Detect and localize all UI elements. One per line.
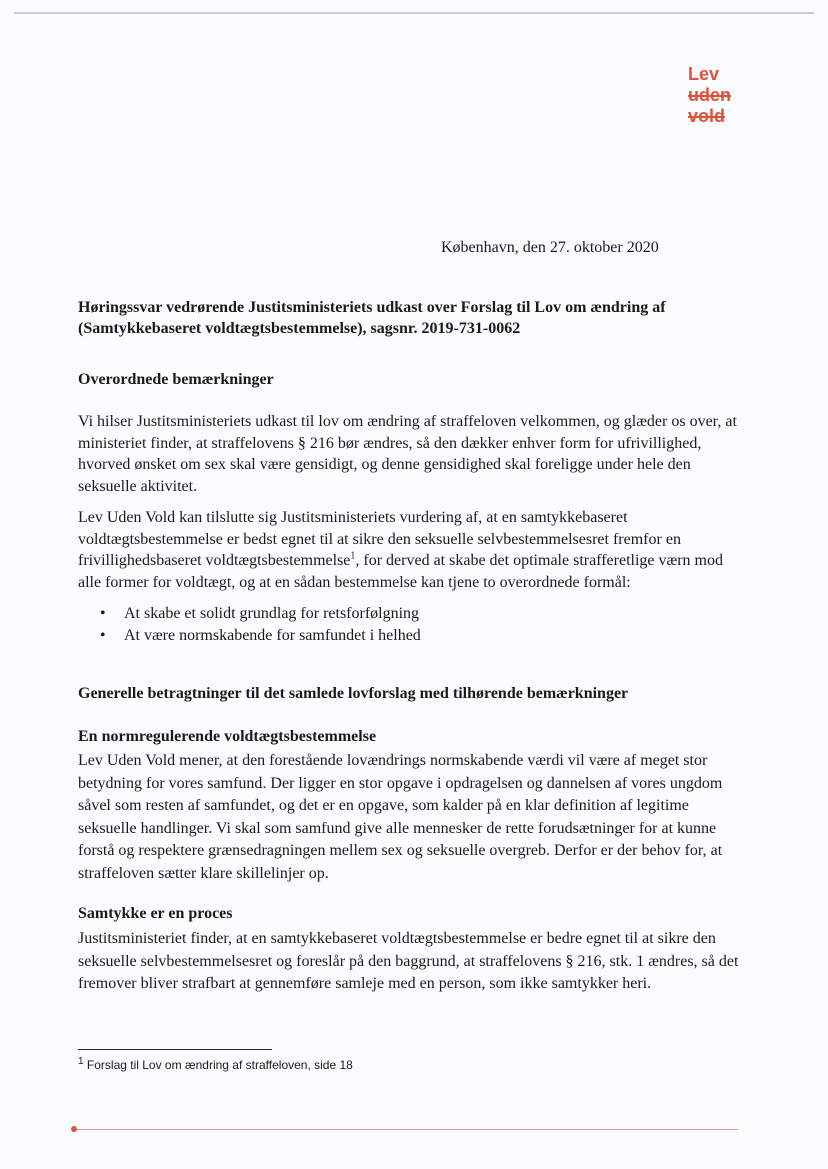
footnote-separator — [78, 1049, 272, 1050]
paragraph-samtykke: Justitsministeriet finder, at en samtykkebaseret voldtægtsbestemmelse er bedre egnet til at sikre den seksuelle selvbestemmelsesret og foreslår på den baggrund, at straffelovens § 216, stk. 1 ændres, så det fremover bliver strafbart at gennemføre samleje med en person, som ikke samtykker heri. — [78, 930, 739, 993]
logo-line-2: uden — [688, 85, 731, 105]
footnote-number: 1 — [78, 1056, 84, 1067]
paragraph-intro: Vi hilser Justitsministeriets udkast til lov om ændring af straffeloven velkommen, og glæder os over, at ministeriet finder, at straffelovens § 216 bør ændres, så den dækker enhver form for ufrivillighed, hvorved ønsket om sex skal være gensidigt, og denne gensidighed skal foreligge under hele den seksuelle aktivitet. — [78, 413, 737, 495]
footer-line — [76, 1129, 738, 1130]
letter-date: København, den 27. oktober 2020 — [441, 239, 659, 256]
subheading-normregulerende: En normregulerende voldtægtsbestemmelse — [78, 728, 377, 745]
logo-line-1: Lev — [688, 64, 720, 84]
paragraph-normregulerende: Lev Uden Vold mener, at den forestående lovændrings normskabende værdi vil være af meget stor betydning for vores samfund. Der ligger en stor opgave i opdragelsen og dannelsen af vores ungdom såvel som resten af samfundet, og det er en opgave, som kalder på en klar definition af legitime seksuelle handlinger. Vi skal som samfund give alle mennesker de rette forudsætninger for at kunne forstå og respektere grænsedragningen mellem sex og seksuelle overgreb. Derfor er der behov for, at straffeloven sætter klare skillelinjer op. — [78, 752, 723, 882]
footer-dot-icon — [71, 1126, 77, 1132]
document-title: Høringssvar vedrørende Justitsministeriets udkast over Forslag til Lov om ændring af (Samtykkebaseret voldtægtsbestemmelse), sagsnr. 2019-731-0062 — [78, 299, 666, 337]
footnote-text: Forslag til Lov om ændring af straffeloven, side 18 — [86, 1058, 353, 1072]
logo-line-3: vold — [688, 106, 726, 126]
scan-edge-line — [14, 12, 814, 14]
subheading-samtykke: Samtykke er en proces — [78, 905, 233, 922]
section-heading-generelle: Generelle betragtninger til det samlede lovforslag med tilhørende bemærkninger — [78, 685, 629, 702]
bullet-item: • At være normskabende for samfundet i helhed — [78, 625, 421, 647]
footnote — [78, 1058, 353, 1072]
bullet-item: • At skabe et solidt grundlag for retsforfølgning — [78, 603, 421, 625]
bullet-dot-icon: • — [100, 627, 106, 644]
footnote-reference: 1 — [350, 550, 356, 562]
paragraph-tilslutning-text-b: , for derved at skabe det optimale strafferetlige værn mod alle former for voldtægt, og at en sådan bestemmelse kan tjene to overordnede formål: — [78, 552, 723, 591]
section-heading-overordnede: Overordnede bemærkninger — [78, 371, 274, 388]
bullet-dot-icon: • — [100, 605, 106, 622]
lev-uden-vold-logo — [688, 64, 731, 127]
purpose-bullet-list — [78, 603, 421, 647]
paragraph-tilslutning-text-a: Lev Uden Vold kan tilslutte sig Justitsministeriets vurdering af, at en samtykkebaseret voldtægtsbestemmelse er bedst egnet til at sikre den seksuelle selvbestemmelsesret fremfor en frivillighedsbaseret voldtægtsbestemmelse — [78, 509, 681, 569]
paragraph-tilslutning — [78, 507, 740, 593]
